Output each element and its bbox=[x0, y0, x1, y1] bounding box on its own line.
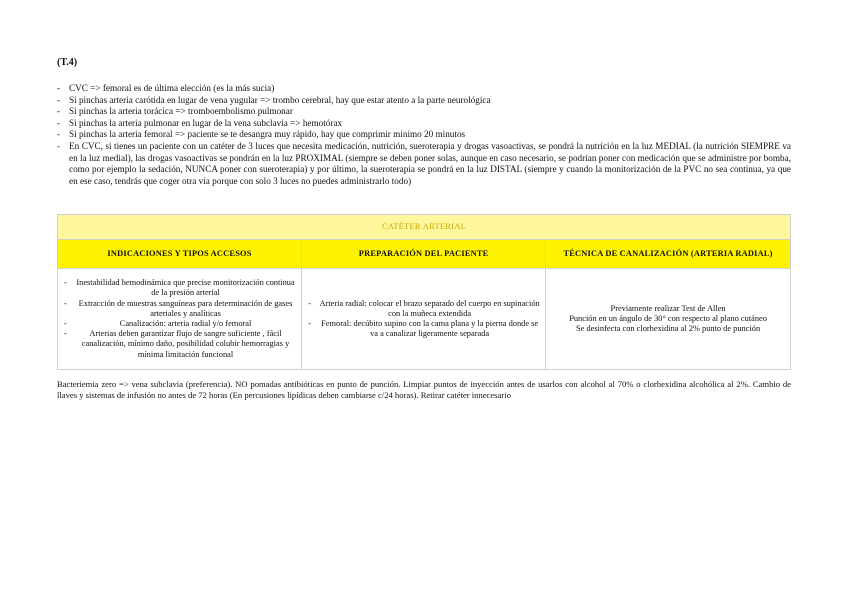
tecnica-line: Punción en un ángulo de 30° con respecto al plano cutáneo bbox=[569, 313, 767, 323]
cell-tecnica bbox=[546, 269, 791, 370]
list-item: - Inestabilidad hemodinámica que precise monitorización continua de la presión arterial bbox=[62, 278, 297, 298]
bullet-item: - En CVC, si tienes un paciente con un catéter de 3 luces que necesita medicación, nutrición, sueroterapia y drogas vasoactivas, se pondrá la nutrición en la luz MEDIAL (la nutrición SIEMPRE va en la luz medial), las drogas vasoactivas se pondrán en la luz PROXIMAL (siempre se deben poner solas, aunque en caso necesario, se podrían poner con medicación que se administre por bomba, como por ejemplo la sedación, NUNCA poner con sueroterapia) y por último, la sueroterapia se pondrá en la luz DISTAL (siempre y cuando la monitorización de la PVC no sea continua, ya que en ese caso, tendrás que coger otra vía porque con solo 3 luces no puedes administrarlo todo) bbox=[57, 141, 791, 187]
table-title: CATÉTER ARTERIAL bbox=[58, 215, 791, 240]
bullet-item: - Si pinchas arteria carótida en lugar de vena yugular => trombo cerebral, hay que estar atento a la parte neurológica bbox=[57, 95, 791, 107]
bullet-list bbox=[57, 83, 791, 187]
list-item: - Extracción de muestras sanguíneas para determinación de gases arteriales y analíticas bbox=[62, 299, 297, 319]
cell-indicaciones bbox=[58, 269, 302, 370]
header-indicaciones: INDICACIONES Y TIPOS ACCESOS bbox=[58, 240, 302, 269]
list-item: - Femoral: decúbito supino con la cama plana y la pierna donde se va a canalizar ligeramente separada bbox=[306, 319, 541, 339]
cell-preparacion bbox=[302, 269, 546, 370]
list-item: - Arterias deben garantizar flujo de sangre suficiente , fácil canalización, mínimo daño, posibilidad colubir hemorragias y mínima limitación funcional bbox=[62, 329, 297, 360]
tecnica-line: Previamente realizar Test de Allen bbox=[610, 303, 726, 313]
header-preparacion: PREPARACIÓN DEL PACIENTE bbox=[302, 240, 546, 269]
bullet-item: - Si pinchas la arteria pulmonar en lugar de la vena subclavia => hemotórax bbox=[57, 118, 791, 130]
tecnica-line: Se desinfecta con clorhexidina al 2% punto de punción bbox=[575, 324, 761, 334]
section-heading: (T.4) bbox=[57, 57, 78, 68]
list-item: - Canalización: arteria radial y/o femoral bbox=[62, 319, 297, 329]
bullet-item: - Si pinchas la arteria torácica => tromboembolismo pulmonar bbox=[57, 106, 791, 118]
list-item: - Arteria radial: colocar el brazo separado del cuerpo en supinación con la muñeca extendida bbox=[306, 299, 541, 319]
bacteriemia-note: Bacteriemia zero => vena subclavia (preferencia). NO pomadas antibióticas en punto de punción. Limpiar puntos de inyección antes de usarlos con alcohol al 70% o clorhexidina alcohólica al 2%. Cambio de llaves y sistemas de infusión no antes de 72 horas (En percusiones lipídicas deben cambiarse c/24 horas). Retirar catéter innecesario bbox=[57, 379, 791, 400]
header-tecnica: TÉCNICA DE CANALIZACIÓN (ARTERIA RADIAL) bbox=[546, 240, 791, 269]
bullet-item: - CVC => femoral es de última elección (es la más sucia) bbox=[57, 83, 791, 95]
cateter-arterial-table bbox=[57, 214, 791, 370]
bullet-item: - Si pinchas la arteria femoral => paciente se te desangra muy rápido, hay que comprimir mínimo 20 minutos bbox=[57, 129, 791, 141]
